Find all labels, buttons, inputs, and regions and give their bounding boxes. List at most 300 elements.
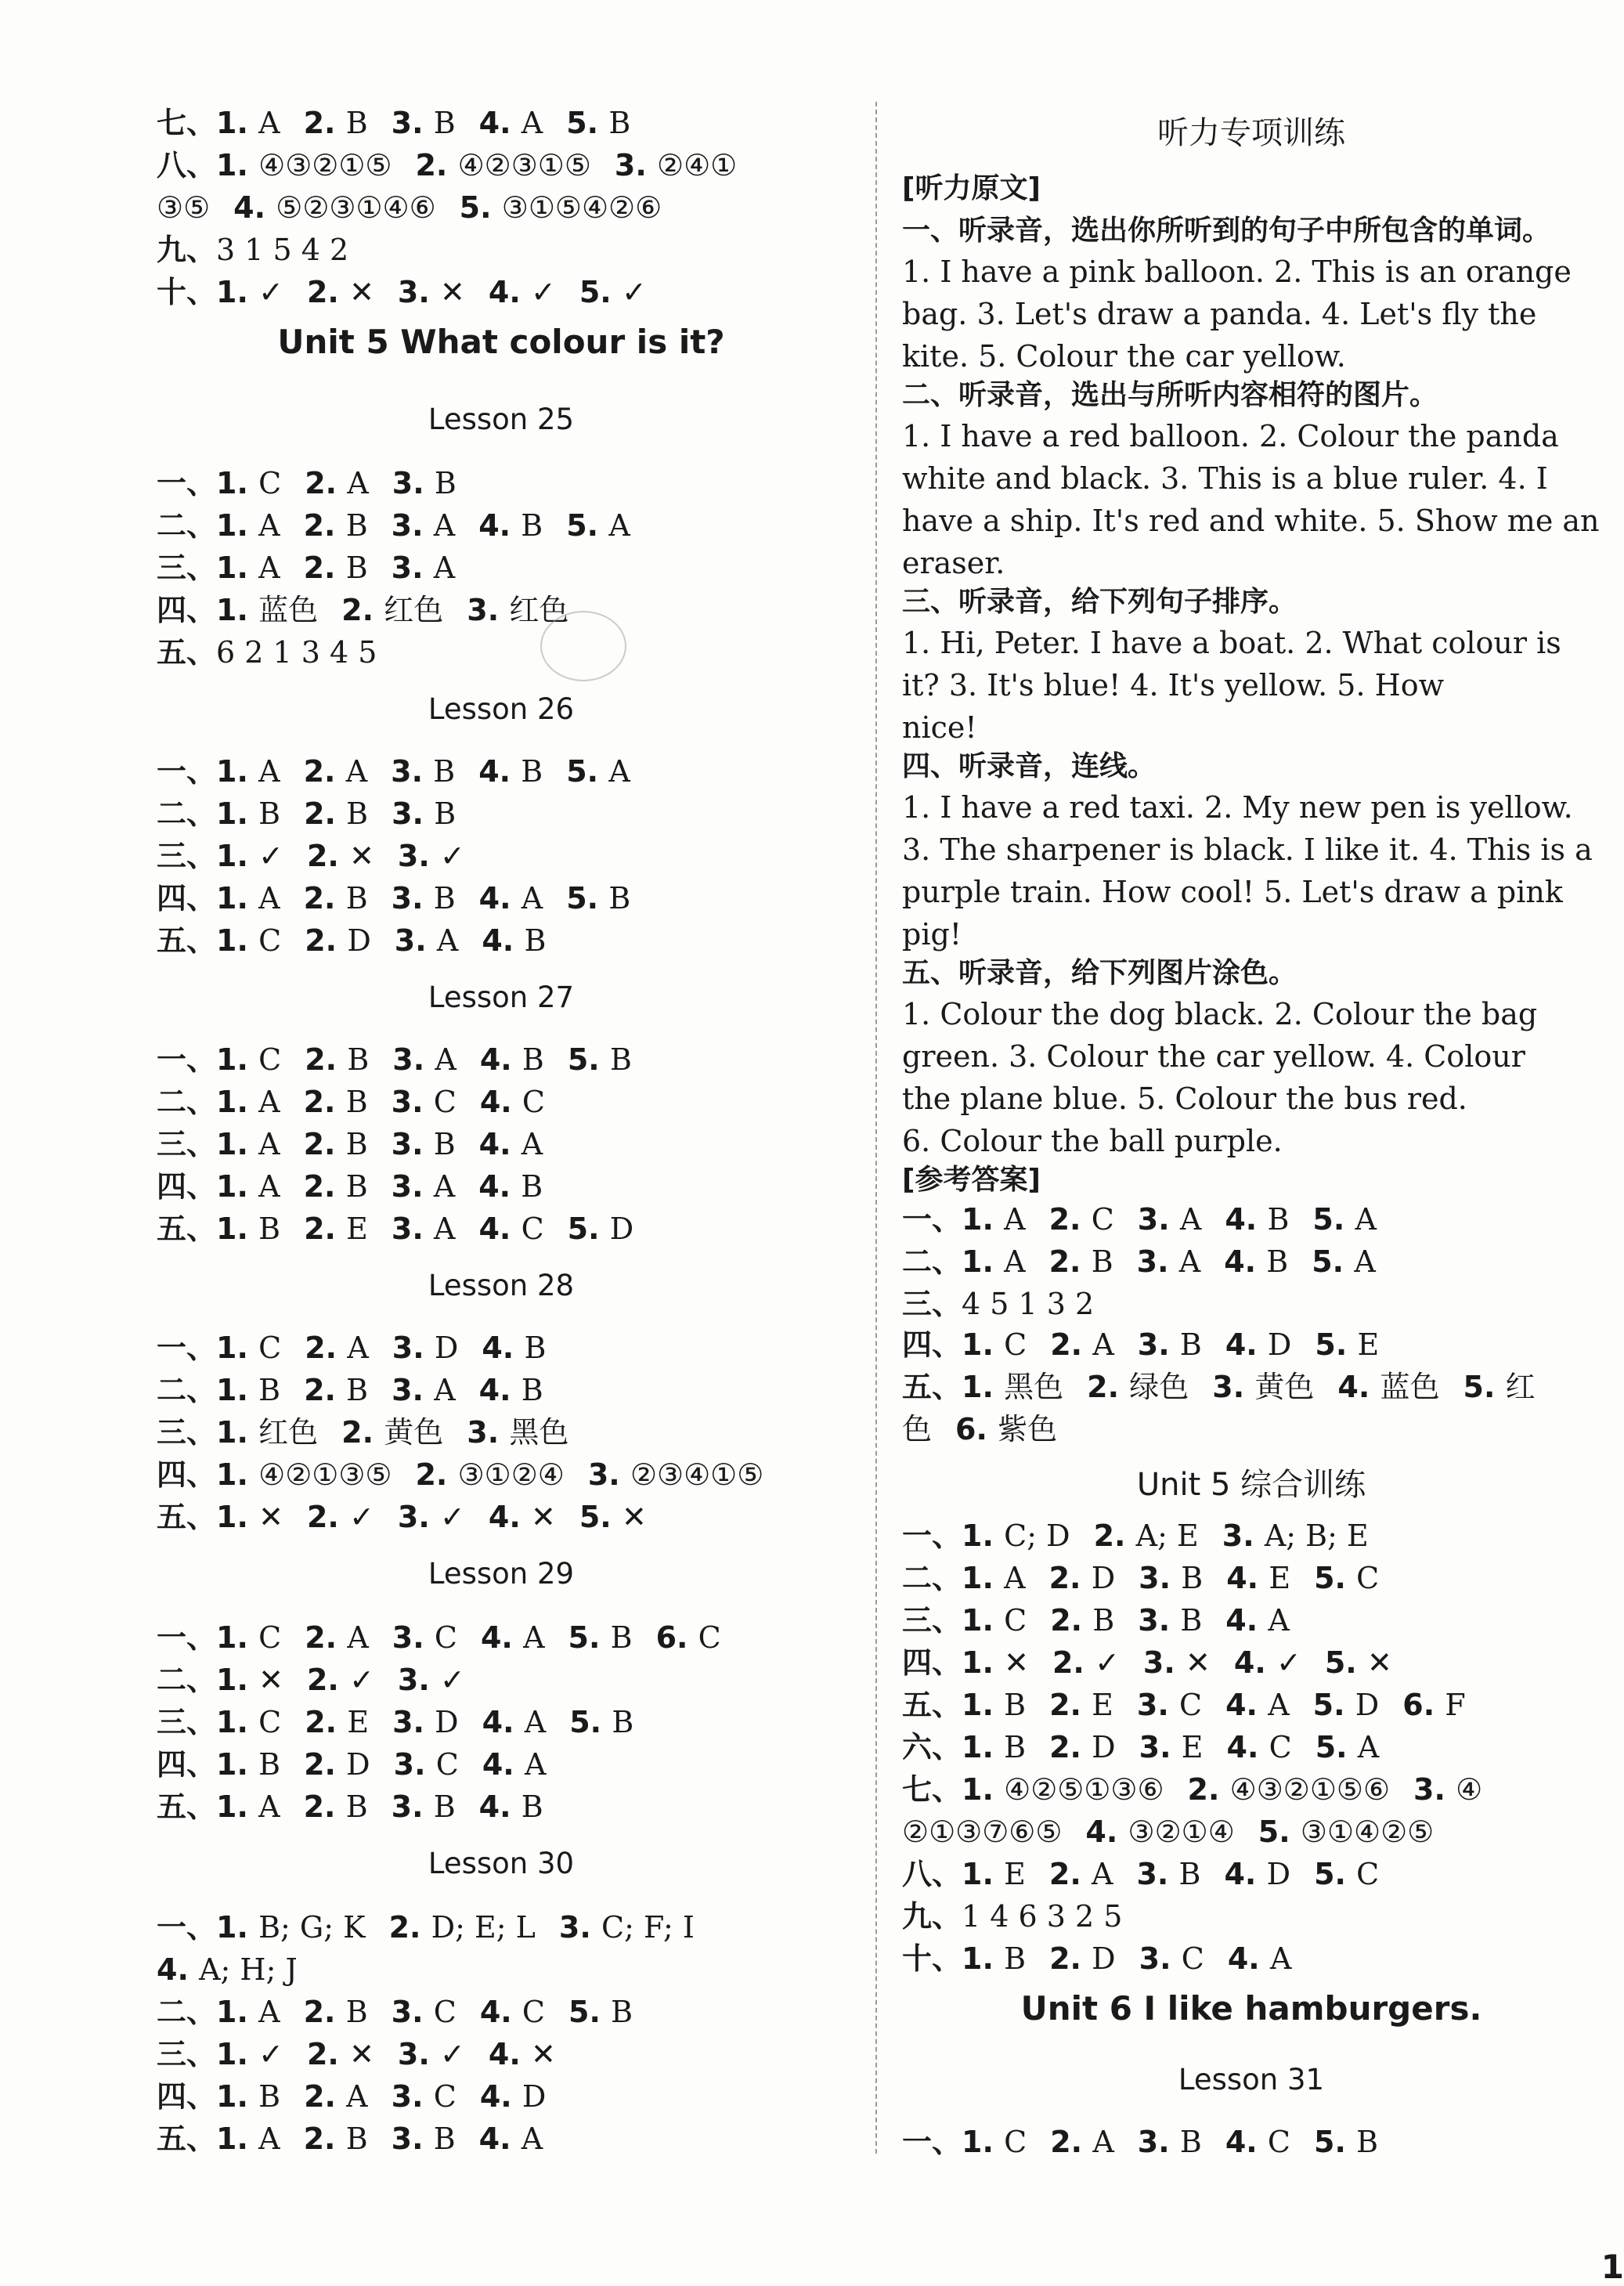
answer-item <box>392 796 456 831</box>
item-number: 3. <box>1142 1645 1186 1680</box>
question-number: 一、 <box>902 1519 962 1553</box>
answer-line <box>157 1208 657 1250</box>
answer-item <box>566 508 630 543</box>
answer-item <box>479 106 543 140</box>
item-number: 1. <box>216 2079 259 2114</box>
item-number: 4. <box>1225 1327 1268 1362</box>
item-number: 1. <box>216 1705 259 1739</box>
item-answer: D <box>347 923 371 958</box>
item-number: 4. <box>488 1500 531 1534</box>
item-number: 5. <box>1312 1688 1355 1722</box>
item-answer: ②④① <box>657 148 738 182</box>
item-answer: C <box>435 1747 459 1782</box>
item-answer: ④ <box>1456 1772 1483 1807</box>
answer-item <box>1314 2125 1378 2159</box>
answer-item <box>489 275 556 309</box>
answer-item <box>478 508 543 543</box>
item-answer: D <box>1092 1730 1116 1764</box>
item-number: 2. <box>1049 1730 1092 1764</box>
question-number: 二、 <box>157 1663 217 1697</box>
item-number: 1. <box>216 1415 259 1450</box>
question-number: 四、 <box>902 1327 962 1362</box>
item-number: 1. <box>962 1561 1005 1595</box>
transcript-line: eraser. <box>902 546 1005 580</box>
item-answer: ✓ <box>440 1663 465 1697</box>
answer-item <box>304 2122 368 2156</box>
item-answer: A <box>258 106 280 140</box>
item-number: 2. <box>303 551 346 585</box>
item-number: 1. <box>962 1688 1005 1722</box>
item-answer: ④②①③⑤ <box>258 1457 392 1492</box>
item-number: 3. <box>391 754 434 789</box>
item-answer: B <box>1356 2125 1379 2159</box>
item-answer: A <box>521 106 543 140</box>
item-number: 5. <box>567 1212 610 1246</box>
item-number: 4. <box>1226 1561 1269 1595</box>
answer-item <box>482 923 546 958</box>
item-answer: A <box>258 1127 280 1161</box>
answer-item <box>216 796 280 831</box>
transcript-line: 1. I have a red taxi. 2. My new pen is yellow. <box>902 790 1573 825</box>
item-answer: B <box>521 754 543 789</box>
item-number: 2. <box>305 923 348 958</box>
item-number: 2. <box>305 1331 348 1365</box>
item-number: 4. <box>479 1042 522 1077</box>
item-answer: B <box>258 2079 281 2114</box>
item-number: 4. <box>1085 1815 1128 1849</box>
lesson-title: Lesson 31 <box>1178 2063 1325 2096</box>
answer-item <box>1138 1202 1202 1237</box>
item-answer: B <box>345 1085 368 1119</box>
item-answer: B <box>258 1747 281 1782</box>
item-answer: B <box>521 508 543 543</box>
item-answer: 1 4 6 3 2 5 <box>962 1899 1123 1934</box>
item-number: 2. <box>303 1085 346 1119</box>
question-number: 一、 <box>902 1202 962 1237</box>
answer-line <box>157 144 760 186</box>
answer-item <box>1049 1941 1116 1976</box>
answer-item <box>1139 1561 1203 1595</box>
answer-item <box>480 1042 544 1077</box>
item-answer: B <box>611 1995 633 2029</box>
item-answer: 3 1 5 4 2 <box>216 233 349 267</box>
answer-item <box>467 1415 568 1450</box>
item-answer: B <box>345 508 368 543</box>
answer-item <box>392 1995 457 2029</box>
item-answer: 蓝色 <box>1380 1370 1440 1404</box>
answer-line <box>157 1786 567 1828</box>
item-number: 5. <box>567 1042 610 1077</box>
answer-item <box>481 1620 545 1655</box>
answer-item <box>962 1202 1026 1237</box>
item-answer: B <box>1266 1244 1289 1279</box>
item-number: 1. <box>216 754 259 789</box>
item-number: 3. <box>467 593 510 627</box>
item-answer: B <box>609 1042 632 1077</box>
item-number: 2. <box>303 1995 346 2029</box>
answer-item <box>566 754 630 789</box>
item-number: 1. <box>216 1169 259 1204</box>
answer-item <box>1227 1730 1292 1764</box>
item-number: 4. <box>479 1085 522 1119</box>
answer-item <box>392 2122 456 2156</box>
item-answer: A <box>1357 1730 1380 1764</box>
item-answer: A <box>258 881 280 915</box>
answer-line <box>157 2118 566 2160</box>
item-answer: A <box>1004 1202 1026 1237</box>
item-answer: A <box>1178 1244 1201 1279</box>
item-answer: D <box>1355 1688 1380 1722</box>
answer-line <box>157 1496 670 1538</box>
item-answer: ③①④②⑤ <box>1300 1815 1435 1849</box>
item-answer: ✓ <box>258 2037 283 2071</box>
answer-item <box>1212 1370 1314 1404</box>
item-answer: 红 <box>1505 1370 1536 1404</box>
answer-item <box>398 2037 465 2071</box>
answer-item <box>392 508 456 543</box>
lesson-title: Lesson 27 <box>428 980 575 1014</box>
transcript-line: kite. 5. Colour the car yellow. <box>902 339 1346 374</box>
item-number: 1. <box>216 1995 259 2029</box>
question-number: 二、 <box>902 1244 962 1279</box>
item-answer: D <box>1091 1561 1116 1595</box>
answer-item <box>1337 1370 1439 1404</box>
item-answer: A <box>258 508 280 543</box>
item-answer: C <box>1356 1561 1380 1595</box>
item-number: 4. <box>478 1127 521 1161</box>
answer-item <box>304 1169 368 1204</box>
item-answer: C <box>1267 2125 1290 2159</box>
item-number: 2. <box>305 1042 348 1077</box>
item-number: 1. <box>962 1645 1005 1680</box>
question-number: 一、 <box>157 1042 217 1077</box>
question-number: 四、 <box>902 1645 962 1680</box>
item-number: 3. <box>1137 2125 1180 2159</box>
item-answer: B <box>434 466 457 500</box>
question-number: 一、 <box>157 1331 217 1365</box>
answer-item <box>480 1085 545 1119</box>
answer-item <box>1094 1519 1199 1553</box>
answer-item <box>568 1620 633 1655</box>
item-answer: E <box>1357 1327 1380 1362</box>
item-answer: B <box>433 754 456 789</box>
item-answer: D; E; L <box>431 1910 536 1945</box>
answer-item <box>962 1327 1027 1362</box>
item-number: 4. <box>478 508 521 543</box>
item-answer: B <box>347 1042 370 1077</box>
answer-item <box>1314 1561 1379 1595</box>
question-number: 四、 <box>157 1457 217 1492</box>
answer-item <box>304 1373 368 1407</box>
answer-line <box>157 1659 489 1701</box>
answer-item <box>216 1663 283 1697</box>
question-number: 一、 <box>157 466 217 500</box>
item-answer: C <box>258 1331 282 1365</box>
item-answer: A <box>258 1995 280 2029</box>
question-number: 四、 <box>157 2079 217 2114</box>
answer-item <box>216 1457 392 1492</box>
answer-line <box>157 271 670 313</box>
item-answer: C <box>258 466 282 500</box>
question-number: 二、 <box>157 1373 217 1407</box>
answer-item <box>307 1663 374 1697</box>
answer-item <box>1225 1688 1290 1722</box>
answer-item <box>962 2125 1027 2159</box>
item-number: 4. <box>478 2122 521 2156</box>
item-answer: ✓ <box>349 1663 374 1697</box>
item-number: 1. <box>216 796 259 831</box>
answer-item <box>216 1620 281 1655</box>
item-answer: C <box>521 1212 544 1246</box>
item-answer: C <box>258 1042 282 1077</box>
item-answer: ✕ <box>1366 1645 1392 1680</box>
item-number: 1. <box>216 551 259 585</box>
answer-line <box>157 1165 566 1208</box>
item-answer: ✕ <box>621 1500 647 1534</box>
item-answer: C <box>521 1995 545 2029</box>
answer-item <box>479 1127 543 1161</box>
item-number: 5. <box>1324 1645 1367 1680</box>
item-number: 2. <box>1093 1519 1136 1553</box>
transcript-line: 1. Hi, Peter. I have a boat. 2. What colour is <box>902 626 1561 660</box>
transcript-line: 6. Colour the ball purple. <box>902 1124 1283 1158</box>
item-number: 5. <box>566 881 609 915</box>
item-number: 1. <box>962 1202 1005 1237</box>
item-answer: A <box>524 1705 547 1739</box>
answer-item <box>304 1747 370 1782</box>
answer-item <box>1139 1730 1204 1764</box>
item-number: 2. <box>304 1373 347 1407</box>
item-answer: ✓ <box>621 275 647 309</box>
item-answer: D <box>346 1747 370 1782</box>
item-answer: A <box>608 508 630 543</box>
answer-item <box>304 796 368 831</box>
item-number: 3. <box>391 508 434 543</box>
question-number: 三、 <box>157 1127 217 1161</box>
item-answer: B <box>345 1995 368 2029</box>
question-number: 四、 <box>157 1747 217 1782</box>
answer-item <box>341 1415 443 1450</box>
item-number: 1. <box>216 1620 259 1655</box>
answer-item <box>233 190 436 225</box>
item-number: 4. <box>479 2079 522 2114</box>
transcript-line: the plane blue. 5. Colour the bus red. <box>902 1082 1467 1116</box>
item-answer: A <box>1004 1244 1026 1279</box>
item-number: 4. <box>478 1789 521 1824</box>
answer-line <box>157 1327 569 1369</box>
item-number: 3. <box>1137 1202 1180 1237</box>
item-number: 6. <box>955 1412 998 1446</box>
item-answer: B <box>608 106 631 140</box>
item-answer: B <box>524 923 547 958</box>
question-number: 一、 <box>157 1910 217 1945</box>
answer-item <box>962 1645 1029 1680</box>
answer-item <box>962 1603 1027 1638</box>
answer-item <box>304 2079 368 2114</box>
answer-item <box>304 508 368 543</box>
answer-item <box>304 551 368 585</box>
item-answer: A <box>1268 1688 1290 1722</box>
answer-item <box>216 1910 366 1945</box>
answer-item <box>566 106 630 140</box>
item-number: 1. <box>216 839 259 873</box>
item-number: 3. <box>392 466 435 500</box>
question-number: 一、 <box>157 754 217 789</box>
answer-item <box>304 1995 368 2029</box>
item-answer: A <box>1354 1244 1376 1279</box>
item-number: 2. <box>1087 1370 1130 1404</box>
answer-item <box>216 1415 318 1450</box>
item-answer: A <box>434 1373 456 1407</box>
item-answer: ✓ <box>440 839 465 873</box>
item-number: 5. <box>1314 2125 1357 2159</box>
answer-item <box>615 148 737 182</box>
answer-item <box>559 1910 695 1945</box>
answer-item <box>1258 1815 1434 1849</box>
answer-item <box>1225 2125 1290 2159</box>
answer-line <box>902 1811 1457 1853</box>
item-answer: A <box>435 1042 457 1077</box>
item-answer: 蓝色 <box>258 593 319 627</box>
item-answer: B <box>345 551 368 585</box>
answer-item <box>1312 1244 1376 1279</box>
item-answer: B <box>345 881 368 915</box>
item-answer: ④②⑤①③⑥ <box>1004 1772 1164 1807</box>
answer-item <box>962 1857 1026 1891</box>
item-number: 2. <box>388 1910 431 1945</box>
item-answer: F <box>1445 1688 1466 1722</box>
item-number: 3. <box>1136 1857 1179 1891</box>
item-answer: ✓ <box>530 275 556 309</box>
item-answer: B <box>1004 1730 1027 1764</box>
item-answer: C <box>1004 1603 1027 1638</box>
item-answer: ②③④①⑤ <box>630 1457 764 1492</box>
item-number: 2. <box>306 2037 350 2071</box>
item-number: 1. <box>216 508 259 543</box>
item-answer: D <box>1267 1327 1292 1362</box>
answer-item <box>216 2079 280 2114</box>
item-answer: C <box>1004 1327 1027 1362</box>
answer-line <box>902 1198 1400 1241</box>
item-answer: B <box>433 1789 456 1824</box>
item-answer: E <box>347 1705 370 1739</box>
answer-item <box>568 1212 634 1246</box>
answer-item <box>216 233 348 267</box>
answer-item <box>1225 1202 1289 1237</box>
question-number: 五、 <box>157 2122 217 2156</box>
answer-item <box>341 593 443 627</box>
item-answer: B <box>1004 1688 1027 1722</box>
item-number: 1. <box>216 1747 259 1782</box>
answer-item <box>305 1620 369 1655</box>
question-number: 五、 <box>902 1370 962 1404</box>
sub-heading: [参考答案] <box>902 1164 1041 1196</box>
item-number: 1. <box>216 1457 259 1492</box>
item-number: 5. <box>1315 1327 1358 1362</box>
answer-item <box>579 1500 647 1534</box>
answer-item <box>1226 1561 1290 1595</box>
answer-line <box>157 1081 568 1123</box>
item-number: 3. <box>392 1331 435 1365</box>
item-answer: C <box>1181 1941 1204 1976</box>
answer-line <box>902 1515 1392 1557</box>
item-number: 3. <box>391 2079 434 2114</box>
item-answer: A <box>1092 1327 1114 1362</box>
item-number: 3. <box>397 1663 441 1697</box>
item-answer: ③①⑤④②⑥ <box>501 190 662 225</box>
item-number: 2. <box>415 148 458 182</box>
question-number: 二、 <box>157 508 217 543</box>
answer-item <box>579 275 647 309</box>
item-number: 5. <box>1315 1730 1358 1764</box>
item-answer: 黄色 <box>384 1415 444 1450</box>
item-number: 4. <box>478 754 521 789</box>
section-title: 听力专项训练 <box>1157 115 1345 151</box>
answer-item <box>489 1500 556 1534</box>
item-number: 3. <box>1413 1772 1456 1807</box>
item-answer: D <box>609 1212 634 1246</box>
item-answer: C <box>1179 1688 1203 1722</box>
item-number: 5. <box>566 508 609 543</box>
answer-item <box>307 1500 374 1534</box>
answer-item <box>392 1169 456 1204</box>
answer-item <box>569 1705 633 1739</box>
answer-item <box>1050 1603 1114 1638</box>
item-number: 4. <box>233 190 276 225</box>
item-answer: B <box>1267 1202 1290 1237</box>
answer-item <box>216 2037 283 2071</box>
item-number: 2. <box>305 466 348 500</box>
item-answer: C <box>258 923 282 958</box>
answer-item <box>1137 1688 1202 1722</box>
answer-line <box>157 102 654 144</box>
item-answer: B <box>1181 1561 1204 1595</box>
item-answer: B <box>433 881 456 915</box>
answer-item <box>482 1705 547 1739</box>
answer-item <box>216 754 280 789</box>
answer-line <box>902 1938 1315 1980</box>
item-number: 3. <box>391 551 434 585</box>
item-answer: A <box>346 2079 368 2114</box>
item-number: 2. <box>303 1127 346 1161</box>
item-answer: A <box>433 551 456 585</box>
answer-item <box>392 2079 457 2114</box>
item-number: 1. <box>962 1603 1005 1638</box>
item-number: 3. <box>392 1620 435 1655</box>
item-answer: B <box>258 1373 281 1407</box>
item-answer: C <box>258 1705 282 1739</box>
item-answer: ⑤②③①④⑥ <box>276 190 436 225</box>
item-answer: ✕ <box>349 275 374 309</box>
answer-item <box>216 1789 280 1824</box>
item-number: 5. <box>1258 1815 1301 1849</box>
item-number: 1. <box>962 1519 1005 1553</box>
answer-item <box>216 551 280 585</box>
item-number: 1. <box>962 2125 1005 2159</box>
item-answer: E <box>1269 1561 1291 1595</box>
item-number: 3. <box>397 1500 441 1534</box>
item-number: 3. <box>391 106 434 140</box>
item-number: 2. <box>303 881 346 915</box>
question-number: 一、 <box>157 1620 217 1655</box>
answer-item <box>304 1789 368 1824</box>
item-answer: C <box>1269 1730 1292 1764</box>
answer-item <box>394 1747 459 1782</box>
item-number: 3. <box>393 1747 436 1782</box>
answer-item <box>478 754 543 789</box>
answer-item <box>216 1042 281 1077</box>
lesson-title: Lesson 26 <box>428 692 575 726</box>
